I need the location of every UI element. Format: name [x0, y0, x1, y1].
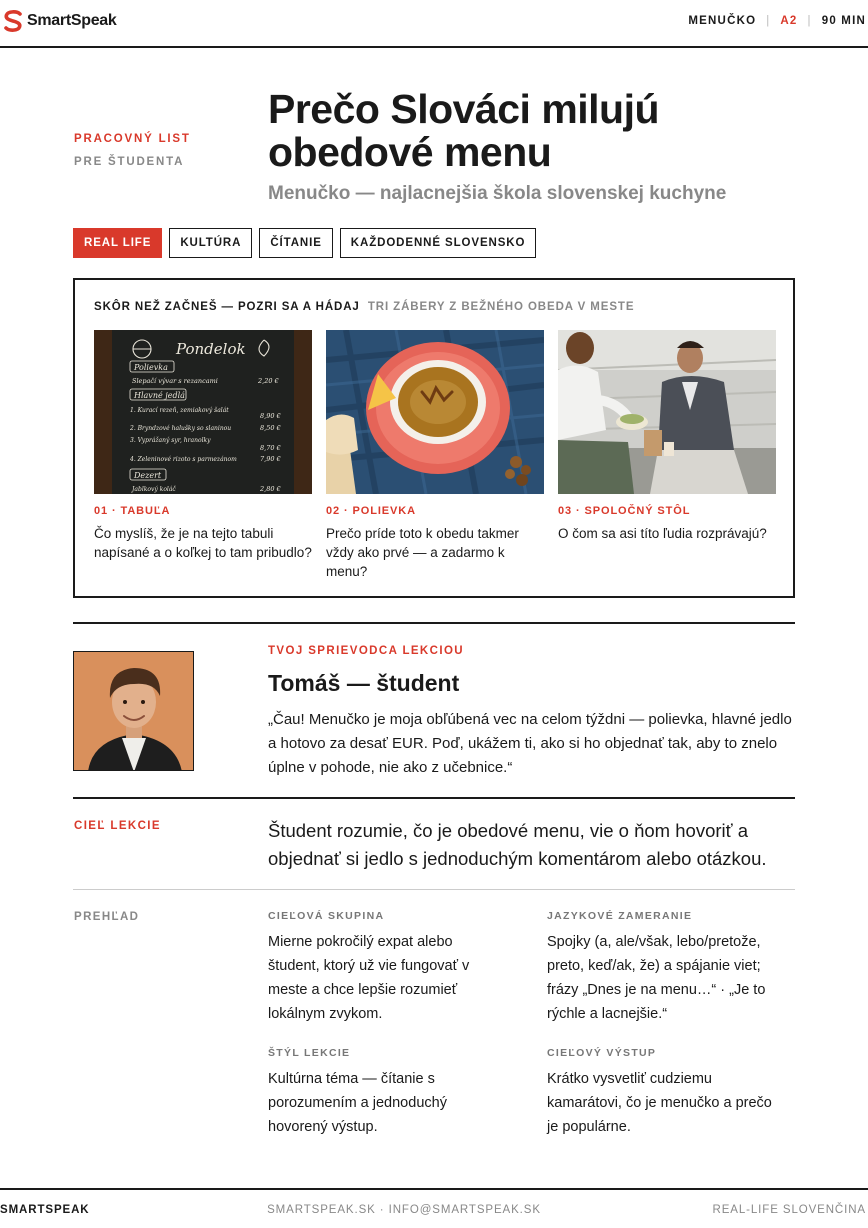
overview-target-group	[268, 910, 508, 1026]
card-question: O čom sa asi títo ľudia rozprávajú?	[558, 526, 767, 541]
preview-card-soup	[326, 330, 544, 581]
board-soup: Slepačí vývar s rezancami	[132, 377, 218, 385]
overview-lesson-style	[268, 1047, 508, 1139]
card-question: Prečo príde toto k obedu takmer vždy ako prvé — a zadarmo k menu?	[326, 526, 519, 579]
board-main-3: 3. Vyprážaný syr, hranolky	[130, 437, 211, 444]
preview-card-table	[558, 330, 776, 543]
overview-text: Mierne pokročilý expat alebo študent, ktorý už vie fungovať v meste a chce lepšie rozumieť lokálnym zvykom.	[268, 934, 470, 1022]
board-soup-section: Polievka	[134, 363, 168, 372]
guide-name: Tomáš — študent	[268, 670, 460, 696]
board-dessert: Jablkový koláč	[132, 486, 176, 493]
tag-real-life[interactable]: REAL LIFE	[73, 228, 162, 258]
board-day: Pondelok	[176, 340, 246, 358]
guide-quote: „Čau! Menučko je moja obľúbená vec na celom týždni — polievka, hlavné jedlo a hotovo za desať EUR. Poď, ukážem ti, ako si ho objednať tak, aby to znelo úplne v pohode, nie ako z učebnice.“	[268, 711, 792, 776]
guide-label: TVOJ SPRIEVODCA LEKCIOU	[268, 645, 464, 657]
board-main-1: 1. Kurací rezeň, zemiakový šalát	[130, 407, 229, 414]
tag-kultura[interactable]: KULTÚRA	[169, 228, 252, 258]
board-price-3: 8,70 €	[260, 444, 281, 452]
logo-s-icon	[2, 9, 24, 33]
board-price-4: 7,90 €	[260, 455, 281, 463]
card-label: 03 · SPOLOČNÝ STÔL	[558, 505, 691, 517]
tag-kazdodenne-slovensko[interactable]: KAŽDODENNÉ SLOVENSKO	[340, 228, 537, 258]
section-divider	[73, 889, 795, 890]
lesson-topic: MENUČKO	[688, 15, 757, 27]
overview-text: Krátko vysvetliť cudziemu kamarátovi, čo je menučko a prečo je populárne.	[547, 1071, 772, 1135]
footer-brand: SMARTSPEAK	[0, 1204, 90, 1216]
overview-label: PREHĽAD	[74, 911, 140, 923]
overview-heading: CIEĽOVÝ VÝSTUP	[547, 1047, 657, 1059]
board-dessert-section: Dezert	[134, 471, 162, 480]
meta-separator: |	[807, 15, 812, 27]
section-divider	[73, 797, 795, 799]
overview-language-focus	[547, 910, 787, 1026]
preview-card-board	[94, 330, 312, 562]
card-label: 02 · POLIEVKA	[326, 505, 416, 517]
overview-heading: CIEĽOVÁ SKUPINA	[268, 910, 385, 922]
preview-heading-main: SKÔR NEŽ ZAČNEŠ — POZRI SA A HÁDAJ	[94, 301, 360, 313]
board-mains-section: Hlavné jedlá	[134, 391, 185, 400]
menu-board-image	[94, 330, 312, 494]
worksheet-label: PRACOVNÝ LIST	[74, 133, 191, 145]
smartspeak-logo[interactable]	[2, 9, 117, 33]
board-main-2: 2. Bryndzové halušky so slaninou	[130, 425, 232, 432]
student-label: PRE ŠTUDENTA	[74, 156, 185, 168]
page-footer	[0, 1188, 868, 1228]
preview-heading-sub: TRI ZÁBERY Z BEŽNÉHO OBEDA V MESTE	[367, 301, 635, 313]
board-price-2: 8,50 €	[260, 424, 281, 432]
overview-heading: ŠTÝL LEKCIE	[268, 1047, 351, 1059]
page-subtitle: Menučko — najlacnejšia škola slovenskej kuchyne	[268, 183, 727, 204]
overview-target-output	[547, 1047, 787, 1139]
lesson-meta	[688, 15, 866, 27]
card-question: Čo myslíš, že je na tejto tabuli napísané a o koľkej to tam pribudlo?	[94, 526, 312, 560]
overview-heading: JAZYKOVÉ ZAMERANIE	[547, 910, 693, 922]
tag-citanie[interactable]: ČÍTANIE	[259, 228, 332, 258]
lesson-level-badge: A2	[780, 15, 798, 27]
board-dessert-price: 2,80 €	[260, 485, 281, 493]
logo-text: SmartSpeak	[27, 12, 117, 29]
board-main-4: 4. Zeleninové rizoto s parmezánom	[130, 456, 237, 463]
footer-tagline: REAL-LIFE SLOVENČINA	[712, 1204, 866, 1216]
shared-table-image	[558, 330, 776, 494]
page-title: Prečo Slováci milujú obedové menu	[268, 86, 660, 175]
lesson-duration: 90 MIN	[821, 15, 866, 27]
footer-contact[interactable]: SMARTSPEAK.SK · INFO@SMARTSPEAK.SK	[267, 1204, 541, 1216]
meta-separator: |	[766, 15, 771, 27]
overview-text: Spojky (a, ale/však, lebo/pretože, preto, keď/ak, že) a spájanie viet; frázy „Dnes je na menu…“ · „Je to rýchle a lacnejšie.“	[547, 934, 766, 1022]
section-divider	[73, 622, 795, 624]
overview-text: Kultúrna téma — čítanie s porozumením a jednoduchý hovorený výstup.	[268, 1071, 447, 1135]
board-price-1: 8,90 €	[260, 412, 281, 420]
preview-heading	[94, 301, 634, 313]
card-label: 01 · TABUĽA	[94, 505, 171, 517]
topic-tags	[73, 228, 536, 258]
top-header	[0, 0, 868, 48]
goal-text: Študent rozumie, čo je obedové menu, vie o ňom hovoriť a objednať si jedlo s jednoduchým komentárom alebo otázkou.	[268, 820, 767, 869]
warmup-preview-box	[73, 278, 795, 598]
board-soup-price: 2,20 €	[258, 377, 279, 385]
goal-label: CIEĽ LEKCIE	[74, 820, 161, 832]
guide-avatar	[73, 651, 194, 771]
soup-bowl-image	[326, 330, 544, 494]
